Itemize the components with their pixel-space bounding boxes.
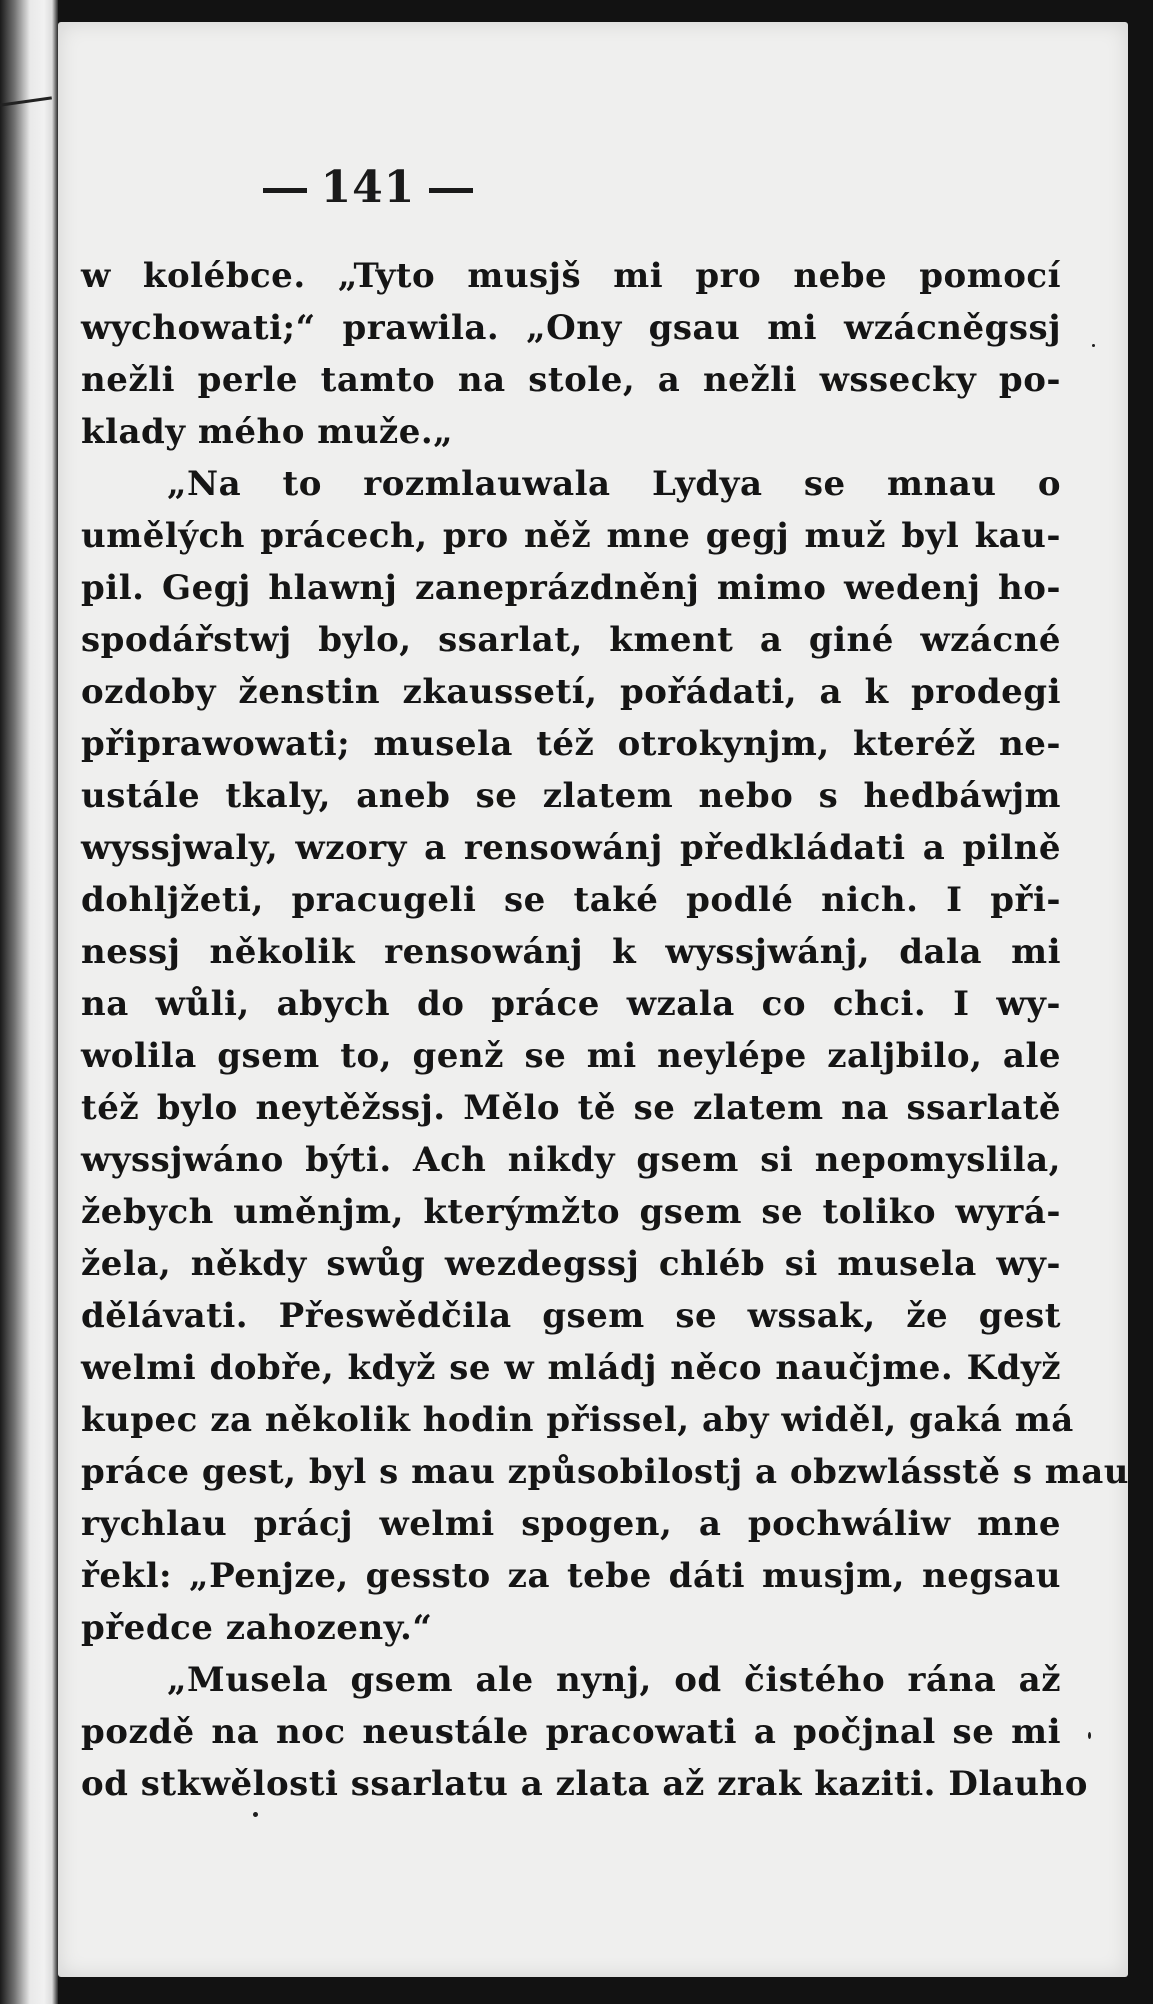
text-line: nežli perle tamto na stole, a nežli wssecky po- xyxy=(81,360,1061,400)
text-line: rychlau prácj welmi spogen, a pochwáliw mne xyxy=(81,1504,1061,1544)
text-line: řekl: „Penjze, gessto za tebe dáti musjm, negsau xyxy=(81,1556,1061,1596)
text-line: připrawowati; musela též otrokynjm, kteréž ne- xyxy=(81,724,1061,764)
page-number-value: 141 xyxy=(320,162,416,213)
paper-speck xyxy=(1088,1732,1091,1739)
text-line: předce zahozeny.“ xyxy=(81,1608,433,1648)
text-line: též bylo neytěžssj. Mělo tě se zlatem na ssarlatě xyxy=(81,1088,1061,1128)
text-line: klady mého muže.„ xyxy=(81,412,454,452)
text-line: pozdě na noc neustále pracowati a počjnal se mi xyxy=(81,1712,1061,1752)
paper-speck xyxy=(253,1812,258,1817)
text-line: dohljžeti, pracugeli se také podlé nich. I při- xyxy=(81,880,1061,920)
page-number xyxy=(58,162,678,213)
text-line: nessj několik rensowánj k wyssjwánj, dala mi xyxy=(81,932,1061,972)
text-line: wychowati;“ prawila. „Ony gsau mi wzácněgssj xyxy=(81,308,1061,348)
text-line: dělávati. Přeswědčila gsem se wssak, že gest xyxy=(81,1296,1061,1336)
book-page xyxy=(58,22,1128,1977)
text-line: žela, někdy swůg wezdegssj chléb si musela wy- xyxy=(81,1244,1061,1284)
text-line: „Na to rozmlauwala Lydya se mnau o xyxy=(167,464,1061,504)
previous-page-edge xyxy=(0,0,58,2004)
paper-speck xyxy=(1092,344,1095,347)
text-line: spodářstwj bylo, ssarlat, kment a giné wzácné xyxy=(81,620,1061,660)
text-line: žebych uměnjm, kterýmžto gsem se toliko wyrá- xyxy=(81,1192,1061,1232)
text-line: práce gest, byl s mau způsobilostj a obzwlásstě s mau xyxy=(81,1452,1130,1492)
text-line: ustále tkaly, aneb se zlatem nebo s hedbáwjm xyxy=(81,776,1061,816)
page-number-dash-left xyxy=(263,188,307,193)
text-line: wyssjwaly, wzory a rensowánj předkládati a pilně xyxy=(81,828,1061,868)
text-line: wyssjwáno býti. Ach nikdy gsem si nepomyslila, xyxy=(81,1140,1061,1180)
text-line: od stkwělosti ssarlatu a zlata až zrak kaziti. Dlauho xyxy=(81,1764,1088,1804)
text-line: w kolébce. „Tyto musjš mi pro nebe pomocí xyxy=(81,256,1061,296)
text-line: kupec za několik hodin přissel, aby widěl, gaká má xyxy=(81,1400,1074,1440)
page-number-dash-right xyxy=(429,188,473,193)
page-body-text xyxy=(81,250,1130,1810)
text-line: ozdoby ženstin zkaussetí, pořádati, a k prodegi xyxy=(81,672,1061,712)
text-line: wolila gsem to, genž se mi neylépe zaljbilo, ale xyxy=(81,1036,1061,1076)
text-line: welmi dobře, když se w mládj něco naučjme. Když xyxy=(81,1348,1061,1388)
text-line: „Musela gsem ale nynj, od čistého rána až xyxy=(167,1660,1061,1700)
text-line: umělých prácech, pro něž mne gegj muž byl kau- xyxy=(81,516,1061,556)
text-line: na wůli, abych do práce wzala co chci. I wy- xyxy=(81,984,1061,1024)
text-line: pil. Gegj hlawnj zaneprázdněnj mimo wedenj ho- xyxy=(81,568,1061,608)
